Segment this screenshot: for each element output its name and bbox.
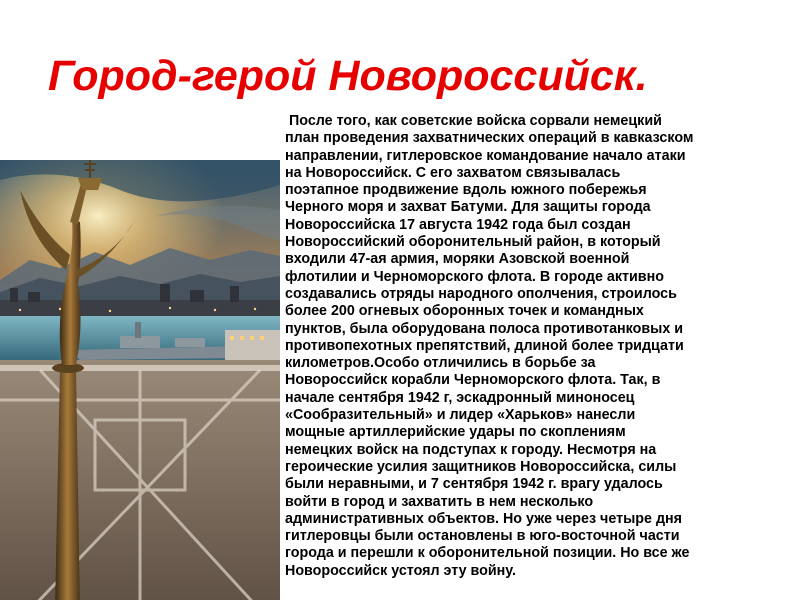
body-paragraph: После того, как советские войска сорвали немецкий план проведения захватнических операций в кавказском направлении, гитлеровское командование начало атаки на Новороссийск. С его захватом связывалась поэтапное продвижение вдоль южного побережья Черного моря и захват Батуми. Для защиты города Новороссийска 17 августа 1942 года был создан Новороссийский оборонительный район, в который входили 47-ая армия, моряки Азовской военной флотилии и Черноморского флота. В городе активно создавались отряды народного ополчения, строилось более 200 огневых оборонных точек и командных пунктов, была оборудована полоса противотанковых и противопехотных препятствий, длиной более тридцати километров.Особо отличились в борьбе за Новороссийск корабли Черноморского флота. Так, в начале сентября 1942 г, эскадронный миноносец «Сообразительный» и лидер «Харьков» нанесли мощные артиллерийские удары по скоплениям немецких войск на подступах к городу. Несмотря на героические усилия защитников Новороссийска, силы были неравными, и 7 сентября 1942 г. врагу удалось войти в город и захватить в нем несколько административных объектов. Но уже через четыре дня гитлеровцы были остановлены в юго-восточной части города и перешли к оборонительной позиции. Но все же Новороссийск устоял эту войну. xyxy=(285,113,694,579)
slide-title: Город-герой Новороссийск. xyxy=(48,52,648,100)
novorossiysk-monument-photo xyxy=(0,160,280,600)
